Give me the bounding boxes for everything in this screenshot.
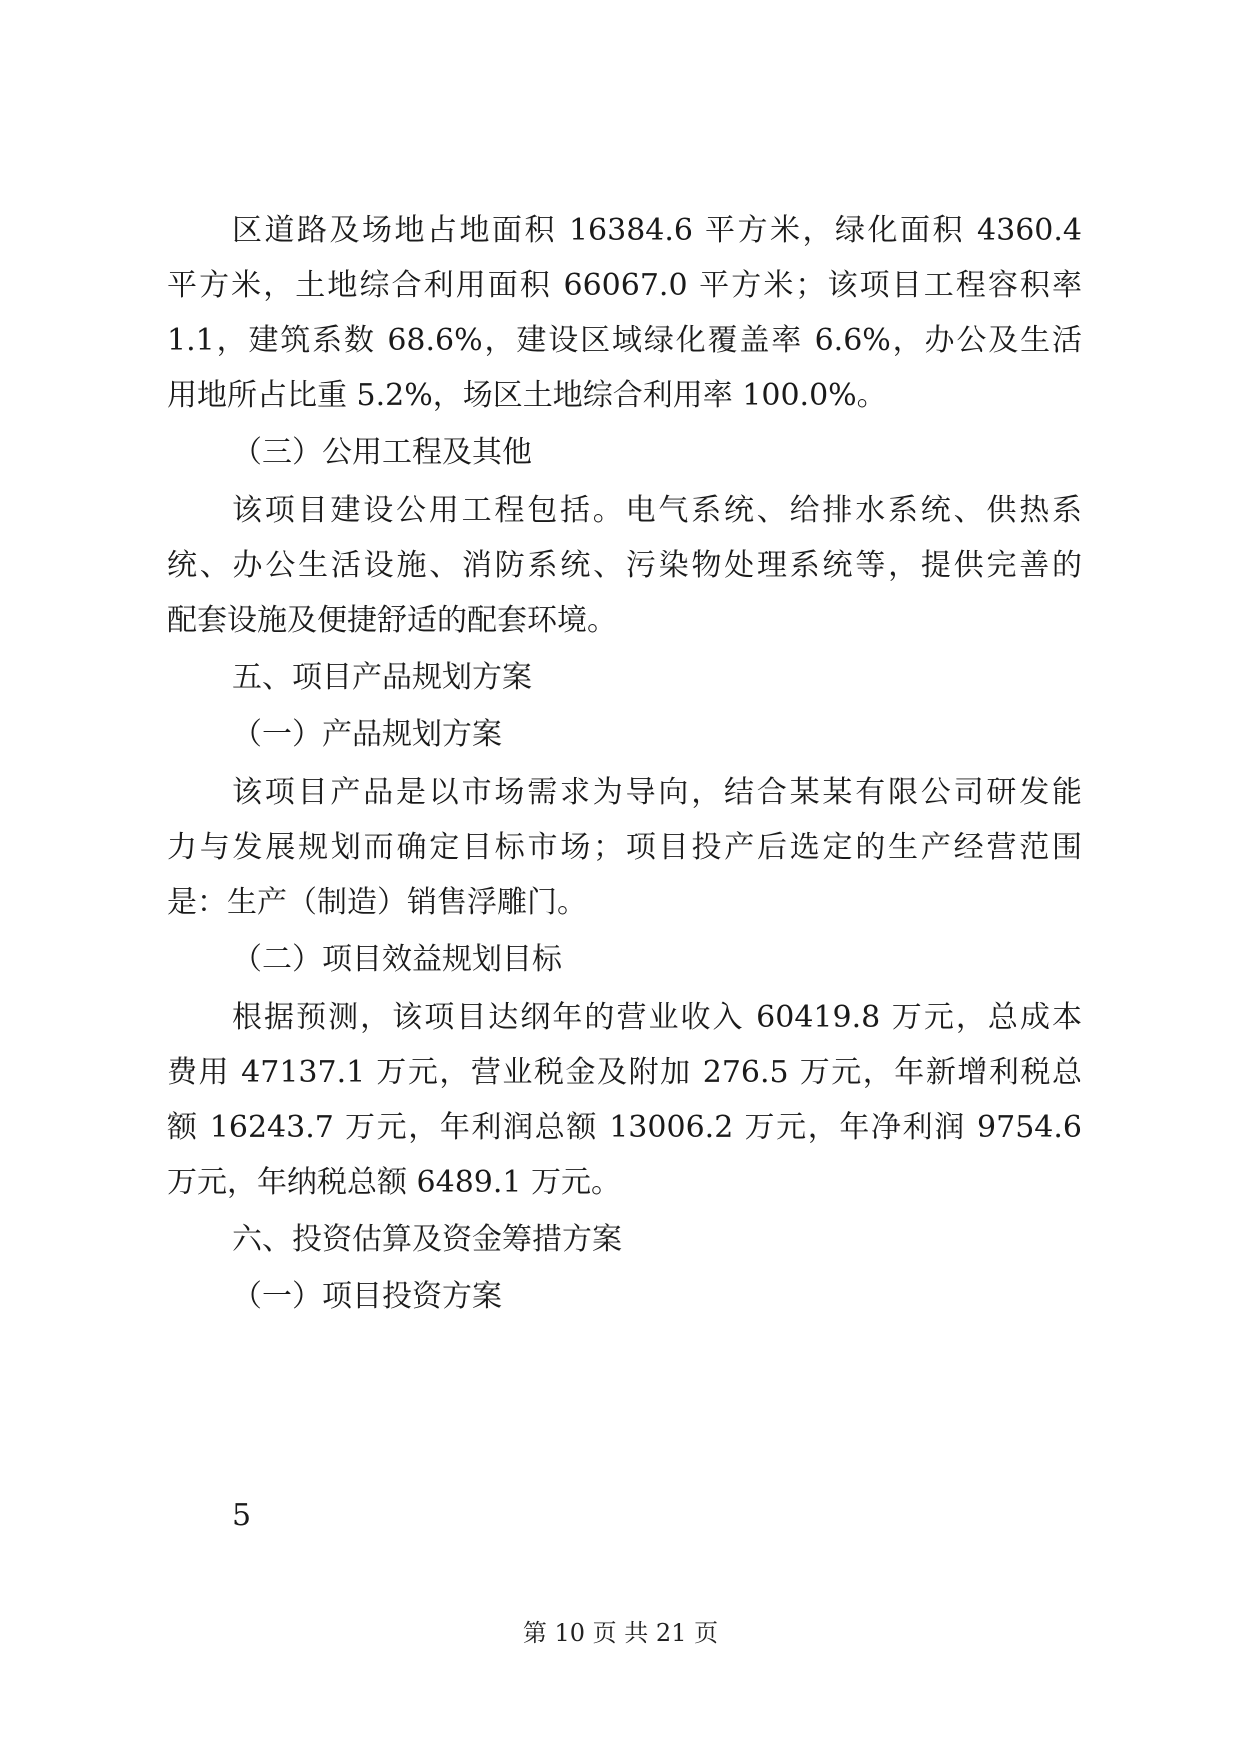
paragraph-line: 该项目建设公用工程包括。电气系统、给排水系统、供热系 <box>232 493 1082 528</box>
paragraph-line: 1.1，建筑系数 68.6%，建设区域绿化覆盖率 6.6%，办公及生活 <box>167 323 1082 358</box>
paragraph-line: 是：生产（制造）销售浮雕门。 <box>167 885 587 920</box>
paragraph-line: 力与发展规划而确定目标市场；项目投产后选定的生产经营范围 <box>167 830 1082 865</box>
paragraph-line: 平方米，土地综合利用面积 66067.0 平方米；该项目工程容积率 <box>167 268 1082 303</box>
section-subheading: （一）产品规划方案 <box>232 717 502 752</box>
paragraph-line: 区道路及场地占地面积 16384.6 平方米，绿化面积 4360.4 <box>232 213 1082 248</box>
paragraph-line: 用地所占比重 5.2%，场区土地综合利用率 100.0%。 <box>167 378 887 413</box>
paragraph-line: 配套设施及便捷舒适的配套环境。 <box>167 603 617 638</box>
page-footer: 第 10 页 共 21 页 <box>522 1619 719 1647</box>
paragraph-line: 根据预测，该项目达纲年的营业收入 60419.8 万元，总成本 <box>232 1000 1082 1035</box>
section-subheading: （一）项目投资方案 <box>232 1279 502 1314</box>
paragraph-line: 费用 47137.1 万元，营业税金及附加 276.5 万元，年新增利税总 <box>167 1055 1082 1090</box>
inline-page-number: 5 <box>232 1498 252 1533</box>
section-heading: 六、投资估算及资金筹措方案 <box>232 1222 622 1257</box>
paragraph-line: 额 16243.7 万元，年利润总额 13006.2 万元，年净利润 9754.6 <box>167 1110 1082 1145</box>
paragraph-line: 该项目产品是以市场需求为导向，结合某某有限公司研发能 <box>232 775 1082 810</box>
paragraph-line: 统、办公生活设施、消防系统、污染物处理系统等，提供完善的 <box>167 548 1082 583</box>
section-subheading: （二）项目效益规划目标 <box>232 942 562 977</box>
paragraph-line: 万元，年纳税总额 6489.1 万元。 <box>167 1165 622 1200</box>
section-heading: 五、项目产品规划方案 <box>232 660 532 695</box>
section-subheading: （三）公用工程及其他 <box>232 435 532 470</box>
